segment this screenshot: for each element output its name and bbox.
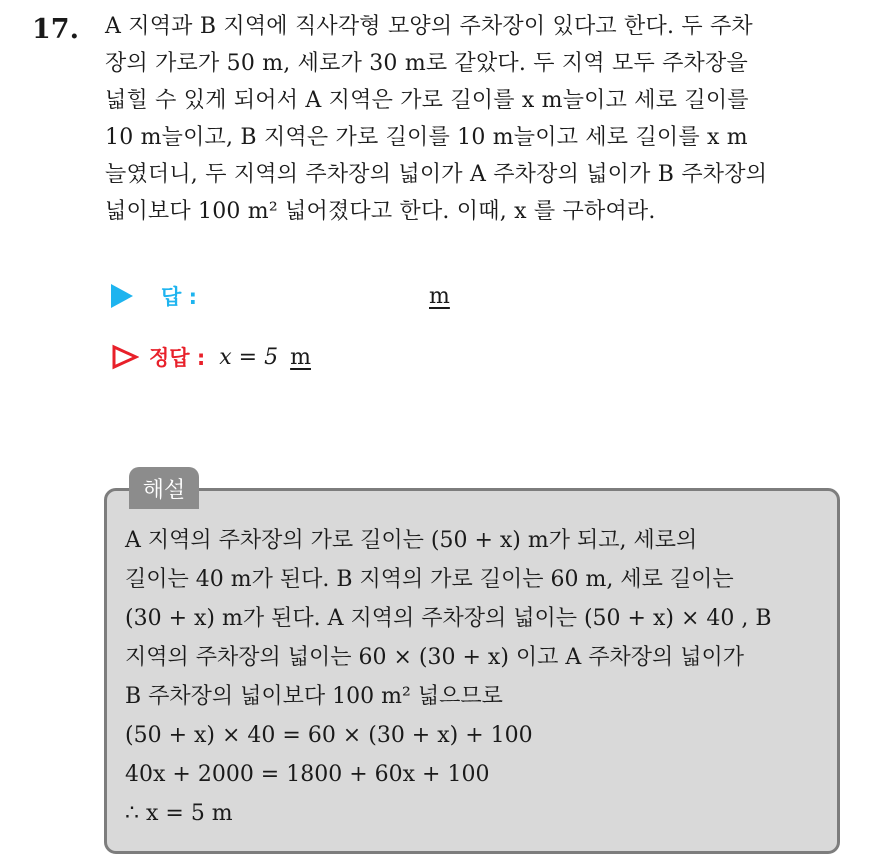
solution-line: 지역의 주차장의 넓이는 60 × (30 + x) 이고 A 주차장의 넓이가 [125,645,745,670]
question-line: 넓이보다 100 m² 넓어졌다고 한다. 이때, x 를 구하여라. [105,199,656,224]
correct-answer-label: 정답 : [149,346,206,370]
question-number: 17. [32,14,79,45]
solution-line: 길이는 40 m가 된다. B 지역의 가로 길이는 60 m, 세로 길이는 [125,567,734,592]
question-text [105,8,865,230]
solution-tab: 해설 [129,467,199,509]
solution-line: 40x + 2000 = 1800 + 60x + 100 [125,762,490,787]
answer-unit: m [429,283,450,309]
solution-line: (50 + x) × 40 = 60 × (30 + x) + 100 [125,723,533,748]
question-line: 10 m늘이고, B 지역은 가로 길이를 10 m늘이고 세로 길이를 x m [105,125,748,150]
correct-answer-value: x = 5 [219,344,279,370]
play-filled-icon [111,284,133,308]
solution-line: ∴ x = 5 m [125,801,233,826]
solution-line: B 주차장의 넓이보다 100 m² 넓으므로 [125,684,503,709]
correct-answer-row [111,342,311,372]
solution-text [125,521,825,833]
answer-row [111,281,450,311]
play-outline-icon [111,344,139,370]
solution-line: A 지역의 주차장의 가로 길이는 (50 + x) m가 되고, 세로의 [125,528,698,553]
question-line: A 지역과 B 지역에 직사각형 모양의 주차장이 있다고 한다. 두 주차 [105,14,753,39]
solution-line: (30 + x) m가 된다. A 지역의 주차장의 넓이는 (50 + x) × 40 , B [125,606,772,631]
correct-answer-unit: m [290,344,311,370]
question-line: 넓힐 수 있게 되어서 A 지역은 가로 길이를 x m늘이고 세로 길이를 [105,88,749,113]
question-line: 늘였더니, 두 지역의 주차장의 넓이가 A 주차장의 넓이가 B 주차장의 [105,162,768,187]
question-line: 장의 가로가 50 m, 세로가 30 m로 같았다. 두 지역 모두 주차장을 [105,51,748,76]
answer-label: 답 : [161,285,197,309]
